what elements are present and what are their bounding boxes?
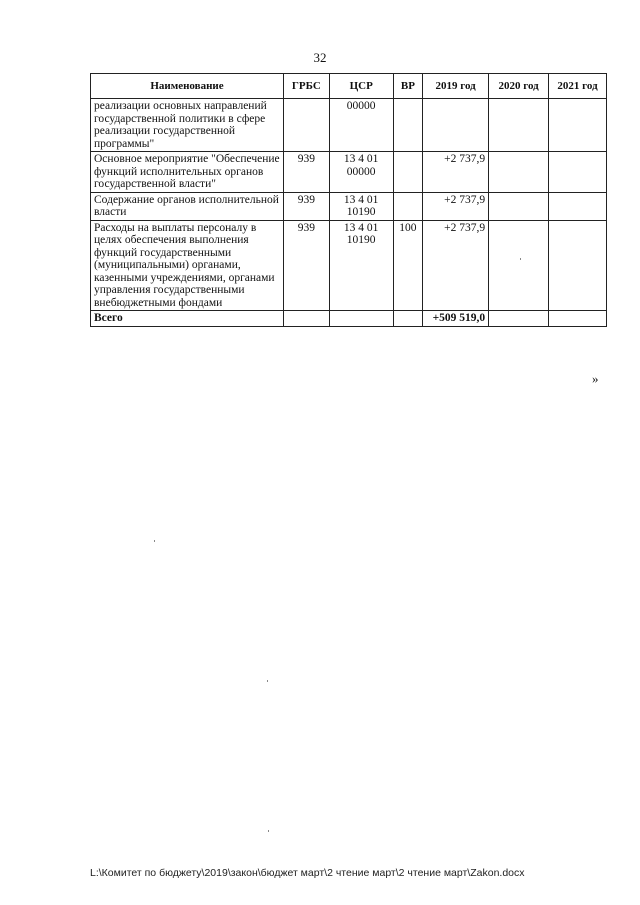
row-2021: [549, 192, 607, 220]
table-row: [91, 192, 607, 220]
total-2020: [489, 311, 549, 327]
row-vr: [393, 152, 422, 193]
table-row: [91, 99, 607, 152]
row-csr: 13 4 01 10190: [329, 220, 393, 311]
scan-speck: [267, 680, 268, 682]
row-name: реализации основных направлений государственной политики в сфере реализации государственной программы": [91, 99, 284, 152]
closing-quote: »: [592, 371, 599, 386]
row-2021: [549, 220, 607, 311]
row-2019: +2 737,9: [423, 152, 489, 193]
row-2019: +2 737,9: [423, 220, 489, 311]
budget-table: [90, 73, 607, 327]
row-2020: [489, 99, 549, 152]
row-2021: [549, 152, 607, 193]
total-label: Всего: [91, 311, 284, 327]
row-2019: [423, 99, 489, 152]
row-grbs: 939: [283, 192, 329, 220]
table-row: [91, 152, 607, 193]
total-row: [91, 311, 607, 327]
table-header-row: [91, 74, 607, 99]
row-vr: [393, 192, 422, 220]
row-csr: 13 4 01 10190: [329, 192, 393, 220]
footer-file-path: L:\Комитет по бюджету\2019\закон\бюджет март\2 чтение март\2 чтение март\Zakon.docx: [90, 867, 525, 879]
row-vr: [393, 99, 422, 152]
row-grbs: [283, 99, 329, 152]
row-2020: [489, 220, 549, 311]
scan-speck: [154, 540, 155, 542]
total-2019: +509 519,0: [423, 311, 489, 327]
total-vr: [393, 311, 422, 327]
row-name: Расходы на выплаты персоналу в целях обеспечения выполнения функций государственными (муниципальными) органами, казенными учреждениями, органами управления государственными внебюджетными фондами: [91, 220, 284, 311]
header-2019: 2019 год: [423, 74, 489, 99]
header-2020: 2020 год: [489, 74, 549, 99]
header-2021: 2021 год: [549, 74, 607, 99]
total-2021: [549, 311, 607, 327]
table-row: [91, 220, 607, 311]
row-2021: [549, 99, 607, 152]
header-vr: ВР: [393, 74, 422, 99]
row-2020: [489, 152, 549, 193]
row-name: Основное мероприятие "Обеспечение функций исполнительных органов государственной власти": [91, 152, 284, 193]
row-2020: [489, 192, 549, 220]
row-name: Содержание органов исполнительной власти: [91, 192, 284, 220]
page-number: 32: [313, 50, 327, 65]
header-name: Наименование: [91, 74, 284, 99]
row-2019: +2 737,9: [423, 192, 489, 220]
row-grbs: 939: [283, 152, 329, 193]
row-vr: 100: [393, 220, 422, 311]
row-grbs: 939: [283, 220, 329, 311]
scan-speck: [268, 830, 269, 832]
row-csr: 13 4 01 00000: [329, 152, 393, 193]
header-csr: ЦСР: [329, 74, 393, 99]
total-grbs: [283, 311, 329, 327]
row-csr: 00000: [329, 99, 393, 152]
header-grbs: ГРБС: [283, 74, 329, 99]
total-csr: [329, 311, 393, 327]
scan-speck: [520, 258, 521, 260]
